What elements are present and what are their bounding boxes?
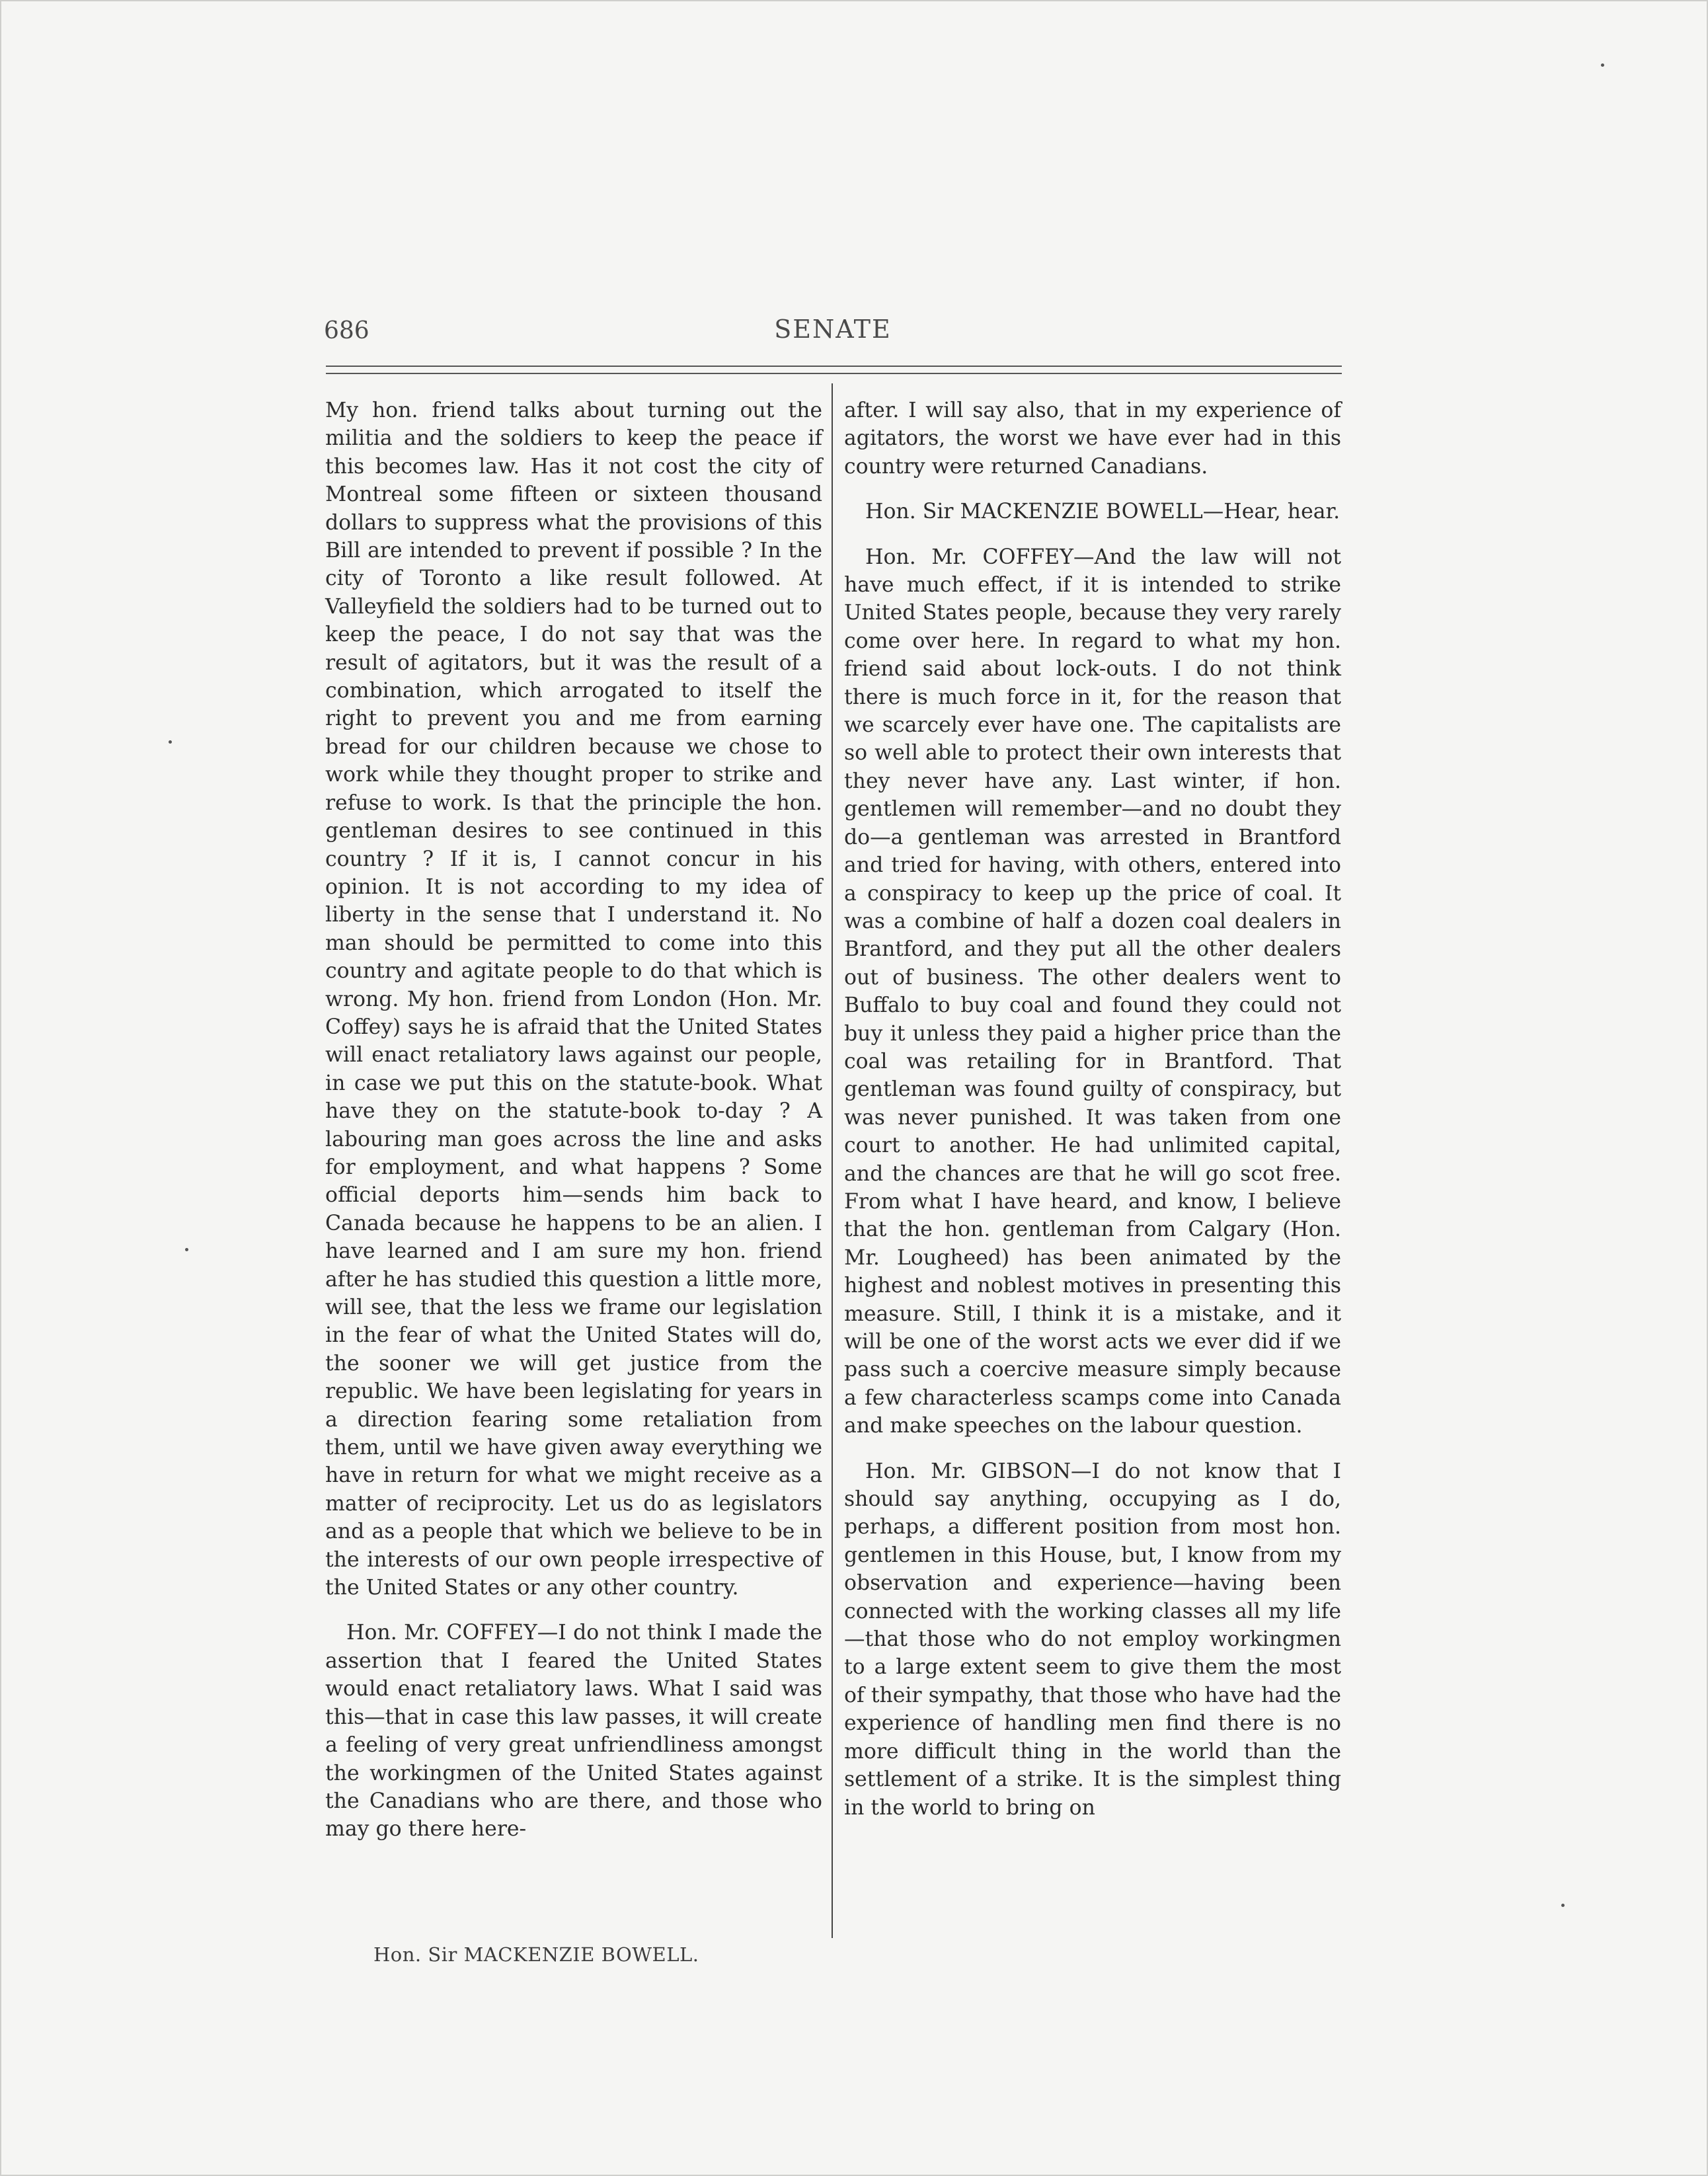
header-rule-bottom <box>326 373 1342 374</box>
scan-speck <box>1601 63 1604 67</box>
paragraph: Hon. Mr. COFFEY—I do not think I made the assertion that I feared the United States would enact retaliatory laws. What I said was this—that in case this law passes, it will create a feeling of very great unfriendliness amongst the workingmen of the United States against the Canadians who are there, and those who may go there here- <box>325 1621 822 1842</box>
page-number: 686 <box>324 317 369 344</box>
paragraph: after. I will say also, that in my experience of agitators, the worst we have ever had in this country were returned Canadians. <box>844 399 1341 479</box>
paragraph: My hon. friend talks about turning out the militia and the soldiers to keep the peace if this becomes law. Has it not cost the city of Montreal some fifteen or sixteen thousand dollars to suppress what the provisions of this Bill are intended to prevent if possible ? In the city of Toronto a like result followed. At Valleyfield the soldiers had to be turned out to keep the peace, I do not say that was the result of agitators, but it was the result of a combination, which arrogated to itself the right to prevent you and me from earning bread for our children because we chose to work while they thought proper to strike and refuse to work. Is that the principle the hon. gentleman desires to see continued in this country ? If it is, I cannot concur in his opinion. It is not according to my idea of liberty in the sense that I understand it. No man should be permitted to come into this country and agitate people to do that which is wrong. My hon. friend from London (Hon. Mr. Coffey) says he is afraid that the United States will enact retaliatory laws against our people, in case we put this on the statute-book. What have they on the statute-book to-day ? A labouring man goes across the line and asks for employment, and what happens ? Some official deports him—sends him back to Canada because he happens to be an alien. I have learned and I am sure my hon. friend after he has studied this question a little more, will see, that the less we frame our legislation in the fear of what the United States will do, the sooner we will get justice from the republic. We have been legislating for years in a direction fearing some retaliation from them, until we have given away everything we have in return for what we might receive as a matter of reciprocity. Let us do as legislators and as a people that which we believe to be in the interests of our own people irrespective of the United States or any other country. <box>325 399 822 1600</box>
right-column <box>844 397 1341 1839</box>
scan-speck <box>1561 1904 1565 1907</box>
scan-speck <box>169 740 172 744</box>
paragraph: Hon. Sir MACKENZIE BOWELL—Hear, hear. <box>865 500 1340 524</box>
page-header <box>324 315 1342 354</box>
scan-speck <box>185 1248 188 1251</box>
running-head: SENATE <box>774 315 892 344</box>
footer-speaker-note: Hon. Sir MACKENZIE BOWELL. <box>373 1943 699 1966</box>
column-divider <box>832 383 833 1938</box>
header-rule-top <box>326 366 1342 367</box>
paragraph: Hon. Mr. COFFEY—And the law will not have much effect, if it is intended to strike United States people, because they very rarely come over here. In regard to what my hon. friend said about lock-outs. I do not think there is much force in it, for the reason that we scarcely ever have one. The capitalists are so well able to protect their own interests that they never have any. Last winter, if hon. gentlemen will remember—and no doubt they do—a gentleman was arrested in Brantford and tried for having, with others, entered into a conspiracy to keep up the price of coal. It was a combine of half a dozen coal dealers in Brantford, and they put all the other dealers out of business. The other dealers went to Buffalo to buy coal and found they could not buy it unless they paid a higher price than the coal was retailing for in Brantford. That gentleman was found guilty of conspiracy, but was never punished. It was taken from one court to another. He had unlimited capital, and the chances are that he will go scot free. From what I have heard, and know, I believe that the hon. gentleman from Calgary (Hon. Mr. Lougheed) has been animated by the highest and noblest motives in presenting this measure. Still, I think it is a mistake, and it will be one of the worst acts we ever did if we pass such a coercive measure simply because a few characterless scamps come into Canada and make speeches on the labour question. <box>844 545 1341 1438</box>
left-column <box>325 397 822 1861</box>
paragraph: Hon. Mr. GIBSON—I do not know that I should say anything, occupying as I do, perhaps, a different position from most hon. gentlemen in this House, but, I know from my observation and experience—having been connected with the working classes all my life—that those who do not employ workingmen to a large extent seem to give them the most of their sympathy, that those who have had the experience of handling men find there is no more difficult thing in the world than the settlement of a strike. It is the simplest thing in the world to bring on <box>844 1459 1341 1820</box>
